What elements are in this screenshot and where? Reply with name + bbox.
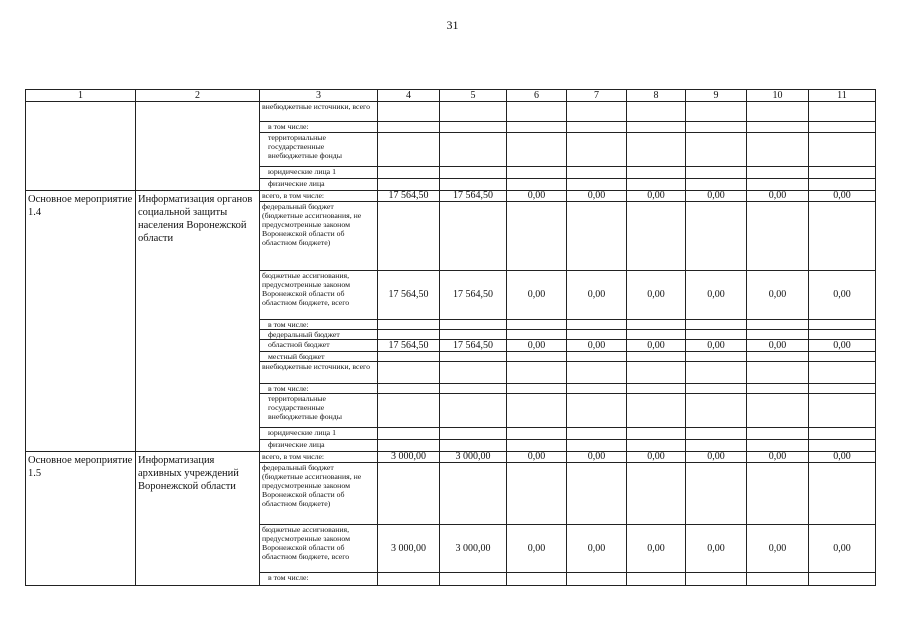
value-cell-col-5 <box>440 463 507 525</box>
table-body <box>26 102 876 586</box>
source-cell: внебюджетные источники, всего <box>260 362 378 384</box>
value-cell-col-8 <box>627 167 686 179</box>
source-cell: федеральный бюджет (бюджетные ассигнования, не предусмотренные законом Воронежской области об областном бюджете) <box>260 202 378 271</box>
value-cell-col-9 <box>686 330 747 340</box>
value-cell-col-6: 0,00 <box>507 340 567 352</box>
value-cell-col-4: 17 564,50 <box>378 271 440 320</box>
value-cell-col-10 <box>747 394 809 428</box>
value-cell-col-5 <box>440 384 507 394</box>
col-header-4: 4 <box>378 90 440 102</box>
table-row <box>26 102 876 122</box>
value-cell-col-4 <box>378 362 440 384</box>
value-cell-col-5 <box>440 573 507 586</box>
value-cell-col-10: 0,00 <box>747 340 809 352</box>
value-cell-col-9 <box>686 320 747 330</box>
value-cell-col-6: 0,00 <box>507 191 567 202</box>
value-cell-col-5 <box>440 394 507 428</box>
value-cell-col-5 <box>440 362 507 384</box>
value-cell-col-11 <box>809 573 876 586</box>
value-cell-col-6 <box>507 179 567 191</box>
value-cell-col-5 <box>440 179 507 191</box>
value-cell-col-11 <box>809 362 876 384</box>
value-cell-col-6: 0,00 <box>507 271 567 320</box>
source-cell: федеральный бюджет <box>260 330 378 340</box>
value-cell-col-4 <box>378 179 440 191</box>
value-cell-col-11 <box>809 352 876 362</box>
value-cell-col-9 <box>686 179 747 191</box>
value-cell-col-10: 0,00 <box>747 452 809 463</box>
value-cell-col-6 <box>507 330 567 340</box>
value-cell-col-10 <box>747 202 809 271</box>
value-cell-col-5 <box>440 440 507 452</box>
col-header-7: 7 <box>567 90 627 102</box>
value-cell-col-11: 0,00 <box>809 191 876 202</box>
value-cell-col-8: 0,00 <box>627 271 686 320</box>
col-header-8: 8 <box>627 90 686 102</box>
source-cell: местный бюджет <box>260 352 378 362</box>
value-cell-col-11 <box>809 179 876 191</box>
value-cell-col-6: 0,00 <box>507 452 567 463</box>
value-cell-col-11 <box>809 463 876 525</box>
value-cell-col-8 <box>627 428 686 440</box>
source-cell: физические лица <box>260 179 378 191</box>
value-cell-col-10 <box>747 330 809 340</box>
value-cell-col-8: 0,00 <box>627 340 686 352</box>
value-cell-col-11: 0,00 <box>809 525 876 573</box>
activity-code-cell: Основное мероприятие 1.5 <box>26 452 136 586</box>
budget-table <box>25 89 876 586</box>
value-cell-col-5 <box>440 133 507 167</box>
value-cell-col-7 <box>567 122 627 133</box>
value-cell-col-6 <box>507 352 567 362</box>
value-cell-col-11 <box>809 440 876 452</box>
value-cell-col-8 <box>627 394 686 428</box>
value-cell-col-4 <box>378 122 440 133</box>
value-cell-col-4: 3 000,00 <box>378 525 440 573</box>
source-cell: в том числе: <box>260 122 378 133</box>
value-cell-col-8 <box>627 102 686 122</box>
value-cell-col-8 <box>627 320 686 330</box>
value-cell-col-8 <box>627 179 686 191</box>
value-cell-col-8: 0,00 <box>627 191 686 202</box>
value-cell-col-5 <box>440 428 507 440</box>
value-cell-col-6 <box>507 122 567 133</box>
source-cell: всего, в том числе: <box>260 191 378 202</box>
value-cell-col-9 <box>686 202 747 271</box>
source-cell: федеральный бюджет (бюджетные ассигнования, не предусмотренные законом Воронежской области об областном бюджете) <box>260 463 378 525</box>
value-cell-col-11 <box>809 320 876 330</box>
value-cell-col-10: 0,00 <box>747 191 809 202</box>
value-cell-col-9: 0,00 <box>686 340 747 352</box>
value-cell-col-8 <box>627 384 686 394</box>
value-cell-col-6 <box>507 428 567 440</box>
value-cell-col-11: 0,00 <box>809 452 876 463</box>
value-cell-col-7 <box>567 428 627 440</box>
source-cell: юридические лица 1 <box>260 428 378 440</box>
value-cell-col-9 <box>686 428 747 440</box>
header-row <box>26 90 876 102</box>
col-header-1: 1 <box>26 90 136 102</box>
value-cell-col-8 <box>627 463 686 525</box>
col-header-6: 6 <box>507 90 567 102</box>
value-cell-col-10 <box>747 352 809 362</box>
value-cell-col-10 <box>747 179 809 191</box>
value-cell-col-10 <box>747 167 809 179</box>
value-cell-col-11: 0,00 <box>809 271 876 320</box>
value-cell-col-5 <box>440 102 507 122</box>
activity-name-cell: Информатизация органов социальной защиты населения Воронежской области <box>136 191 260 452</box>
value-cell-col-6 <box>507 394 567 428</box>
col-header-9: 9 <box>686 90 747 102</box>
value-cell-col-6 <box>507 102 567 122</box>
source-cell: физические лица <box>260 440 378 452</box>
value-cell-col-4 <box>378 384 440 394</box>
source-cell: в том числе: <box>260 384 378 394</box>
value-cell-col-4 <box>378 133 440 167</box>
value-cell-col-6 <box>507 133 567 167</box>
value-cell-col-10 <box>747 102 809 122</box>
value-cell-col-11 <box>809 122 876 133</box>
source-cell: территориальные государственные внебюджетные фонды <box>260 394 378 428</box>
value-cell-col-6 <box>507 440 567 452</box>
value-cell-col-11 <box>809 428 876 440</box>
value-cell-col-5 <box>440 320 507 330</box>
value-cell-col-4 <box>378 440 440 452</box>
value-cell-col-11 <box>809 394 876 428</box>
value-cell-col-7: 0,00 <box>567 340 627 352</box>
value-cell-col-5: 3 000,00 <box>440 452 507 463</box>
value-cell-col-7 <box>567 384 627 394</box>
value-cell-col-8 <box>627 352 686 362</box>
table-row <box>26 191 876 202</box>
table-row <box>26 452 876 463</box>
value-cell-col-6 <box>507 202 567 271</box>
value-cell-col-4: 17 564,50 <box>378 340 440 352</box>
value-cell-col-7 <box>567 167 627 179</box>
value-cell-col-4 <box>378 102 440 122</box>
value-cell-col-9 <box>686 122 747 133</box>
col-header-11: 11 <box>809 90 876 102</box>
value-cell-col-7 <box>567 362 627 384</box>
value-cell-col-8 <box>627 573 686 586</box>
value-cell-col-10 <box>747 122 809 133</box>
value-cell-col-4 <box>378 320 440 330</box>
value-cell-col-8 <box>627 330 686 340</box>
value-cell-col-9: 0,00 <box>686 271 747 320</box>
value-cell-col-9 <box>686 463 747 525</box>
value-cell-col-7 <box>567 179 627 191</box>
activity-code-cell: Основное мероприятие 1.4 <box>26 191 136 452</box>
value-cell-col-5: 17 564,50 <box>440 340 507 352</box>
source-cell: бюджетные ассигнования, предусмотренные законом Воронежской области об областном бюджете, всего <box>260 525 378 573</box>
source-cell: областной бюджет <box>260 340 378 352</box>
value-cell-col-10 <box>747 384 809 394</box>
value-cell-col-4 <box>378 167 440 179</box>
value-cell-col-6 <box>507 463 567 525</box>
value-cell-col-11 <box>809 133 876 167</box>
value-cell-col-9 <box>686 167 747 179</box>
col-header-3: 3 <box>260 90 378 102</box>
value-cell-col-8: 0,00 <box>627 525 686 573</box>
value-cell-col-5 <box>440 352 507 362</box>
value-cell-col-4 <box>378 573 440 586</box>
value-cell-col-9: 0,00 <box>686 525 747 573</box>
activity-name-cell: Информатизация архивных учреждений Воронежской области <box>136 452 260 586</box>
value-cell-col-4: 3 000,00 <box>378 452 440 463</box>
value-cell-col-6: 0,00 <box>507 525 567 573</box>
value-cell-col-10 <box>747 320 809 330</box>
value-cell-col-9 <box>686 133 747 167</box>
value-cell-col-8 <box>627 122 686 133</box>
value-cell-col-10 <box>747 428 809 440</box>
value-cell-col-4 <box>378 394 440 428</box>
value-cell-col-9: 0,00 <box>686 191 747 202</box>
value-cell-col-11 <box>809 202 876 271</box>
continuation-name-cell <box>136 102 260 191</box>
value-cell-col-9 <box>686 394 747 428</box>
value-cell-col-10: 0,00 <box>747 525 809 573</box>
value-cell-col-9 <box>686 362 747 384</box>
value-cell-col-11 <box>809 167 876 179</box>
value-cell-col-5 <box>440 122 507 133</box>
value-cell-col-9 <box>686 102 747 122</box>
value-cell-col-8: 0,00 <box>627 452 686 463</box>
value-cell-col-4 <box>378 330 440 340</box>
col-header-2: 2 <box>136 90 260 102</box>
page-number: 31 <box>446 18 459 32</box>
value-cell-col-11 <box>809 102 876 122</box>
source-cell: всего, в том числе: <box>260 452 378 463</box>
value-cell-col-5 <box>440 167 507 179</box>
value-cell-col-9: 0,00 <box>686 452 747 463</box>
value-cell-col-10 <box>747 362 809 384</box>
value-cell-col-9 <box>686 440 747 452</box>
value-cell-col-8 <box>627 440 686 452</box>
value-cell-col-7 <box>567 463 627 525</box>
value-cell-col-7 <box>567 133 627 167</box>
col-header-10: 10 <box>747 90 809 102</box>
value-cell-col-10 <box>747 440 809 452</box>
value-cell-col-7 <box>567 352 627 362</box>
value-cell-col-7: 0,00 <box>567 452 627 463</box>
value-cell-col-6 <box>507 384 567 394</box>
source-cell: юридические лица 1 <box>260 167 378 179</box>
value-cell-col-6 <box>507 362 567 384</box>
value-cell-col-11 <box>809 384 876 394</box>
value-cell-col-5: 17 564,50 <box>440 191 507 202</box>
value-cell-col-9 <box>686 352 747 362</box>
value-cell-col-5: 17 564,50 <box>440 271 507 320</box>
source-cell: внебюджетные источники, всего <box>260 102 378 122</box>
source-cell: территориальные государственные внебюджетные фонды <box>260 133 378 167</box>
continuation-code-cell <box>26 102 136 191</box>
value-cell-col-11: 0,00 <box>809 340 876 352</box>
value-cell-col-6 <box>507 573 567 586</box>
value-cell-col-8 <box>627 362 686 384</box>
value-cell-col-10 <box>747 573 809 586</box>
value-cell-col-8 <box>627 202 686 271</box>
value-cell-col-10 <box>747 133 809 167</box>
value-cell-col-11 <box>809 330 876 340</box>
value-cell-col-7 <box>567 102 627 122</box>
col-header-5: 5 <box>440 90 507 102</box>
source-cell: в том числе: <box>260 320 378 330</box>
value-cell-col-7 <box>567 320 627 330</box>
value-cell-col-9 <box>686 573 747 586</box>
value-cell-col-10 <box>747 463 809 525</box>
value-cell-col-7: 0,00 <box>567 191 627 202</box>
value-cell-col-9 <box>686 384 747 394</box>
value-cell-col-7 <box>567 573 627 586</box>
value-cell-col-4 <box>378 352 440 362</box>
value-cell-col-5 <box>440 330 507 340</box>
value-cell-col-7 <box>567 202 627 271</box>
value-cell-col-7: 0,00 <box>567 271 627 320</box>
source-cell: в том числе: <box>260 573 378 586</box>
value-cell-col-4 <box>378 463 440 525</box>
value-cell-col-5 <box>440 202 507 271</box>
value-cell-col-6 <box>507 320 567 330</box>
value-cell-col-4 <box>378 202 440 271</box>
value-cell-col-7 <box>567 394 627 428</box>
value-cell-col-7: 0,00 <box>567 525 627 573</box>
value-cell-col-8 <box>627 133 686 167</box>
value-cell-col-4 <box>378 428 440 440</box>
value-cell-col-6 <box>507 167 567 179</box>
source-cell: бюджетные ассигнования, предусмотренные законом Воронежской области об областном бюджете, всего <box>260 271 378 320</box>
value-cell-col-4: 17 564,50 <box>378 191 440 202</box>
value-cell-col-5: 3 000,00 <box>440 525 507 573</box>
value-cell-col-7 <box>567 330 627 340</box>
value-cell-col-10: 0,00 <box>747 271 809 320</box>
value-cell-col-7 <box>567 440 627 452</box>
